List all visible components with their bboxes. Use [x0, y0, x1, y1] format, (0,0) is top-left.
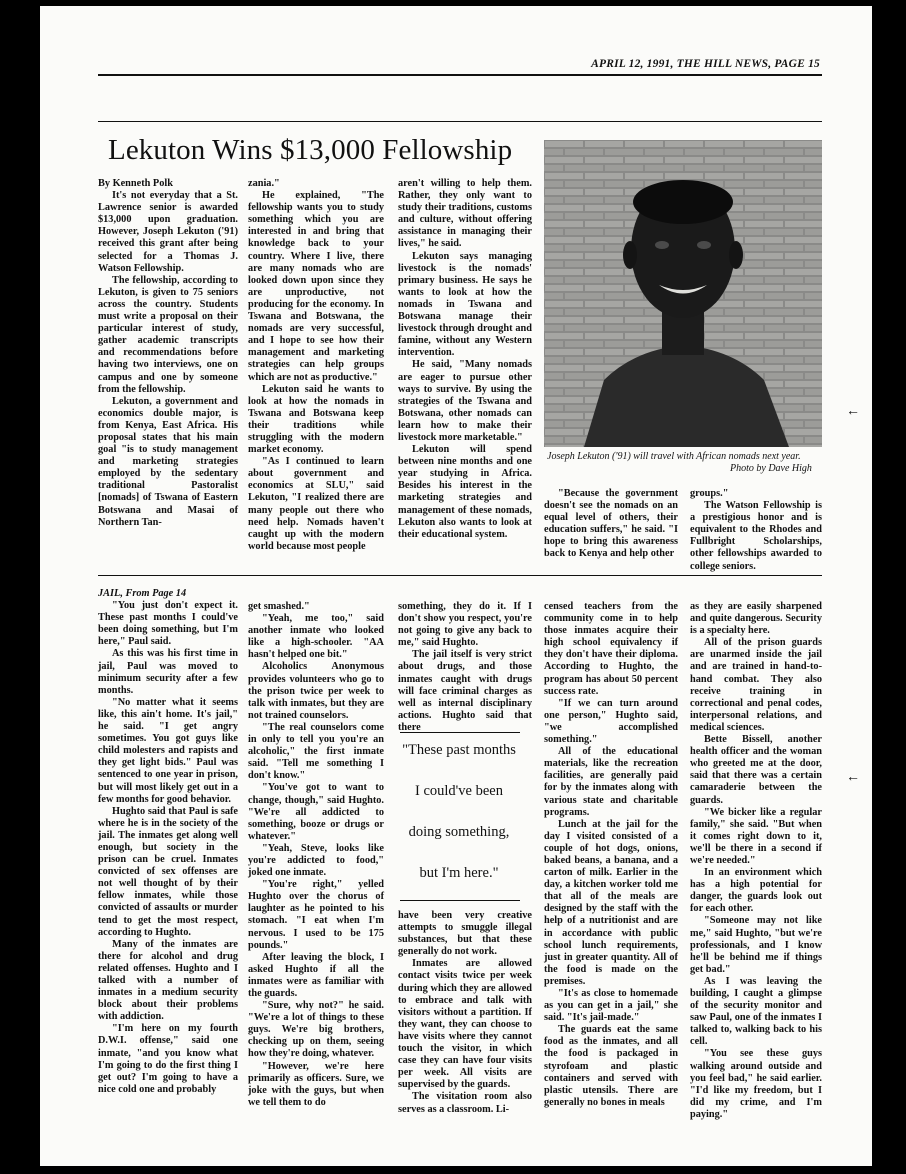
pull-quote-rule-bottom: [400, 900, 520, 901]
paragraph: It's not everyday that a St. Lawrence senior is awarded $13,000 upon graduation. However, Joseph Lekuton ('91) received this grant after being selected for a Thomas J. Watson Fellowship.: [98, 190, 238, 274]
story2-column-4: [544, 601, 678, 1109]
paragraph: The fellowship, according to Lekuton, is given to 75 seniors across the country. Students must write a proposal on their particular interest of study, gather academic transcripts and recommendations before having two interviews, one on campus and one by someone from the fellowship.: [98, 274, 238, 395]
paragraph: "The real counselors come in only to tell you you're an alcoholic," the first inmate said. "Tell me something I don't know.": [248, 721, 384, 782]
story2-column-1: [98, 588, 238, 1096]
jump-head: JAIL, From Page 14: [98, 588, 187, 599]
paragraph: "We bicker like a regular family," she said. "But when it comes right down to it, we'll be there in a second if we're needed.": [690, 806, 822, 866]
paragraph: As I was leaving the building, I caught a glimpse of the security monitor and saw Paul, one of the inmates I talked to, walking back to his cell.: [690, 975, 822, 1048]
paragraph: The jail itself is very strict about drugs, and those inmates caught with drugs will face criminal charges as well as internal disciplinary actions. Hughto said that there: [398, 649, 532, 733]
story-divider: [98, 575, 822, 576]
paragraph: "You just don't expect it. These past months I could've been doing something, but I'm here," Paul said.: [98, 600, 238, 648]
paragraph: Lekuton, a government and economics double major, is from Kenya, East Africa. His proposal states that his main goal "is to study management and marketing strategies employed by the sedentary traditional Pastoralist [nomads] of Tswana of Eastern Botswana and Masai of Northern Tan-: [98, 395, 238, 528]
headline: Lekuton Wins $13,000 Fellowship: [108, 134, 513, 166]
paragraph: Hughto said that Paul is safe where he is in the society of the jail. The inmates get along well enough, but society in the prison can be cruel. Inmates convicted of sex offenses are not well thought of by their fellow inmates, while those convicted of assaults or murder tend to get the most respect, according to Hughto.: [98, 805, 238, 938]
paragraph: All of the educational materials, like the recreation facilities, are generally paid for by the inmates along with various state and charitable programs.: [544, 746, 678, 818]
paragraph: "As I continued to learn about government and economics at SLU," said Lekuton, "I realized there are many people out there who need help. Nomads haven't caught up with the modern world because most people: [248, 456, 384, 552]
paragraph: "You've got to want to change, though," said Hughto. "We're all addicted to something, booze or drugs or whatever.": [248, 782, 384, 842]
paragraph: zania.": [248, 178, 280, 189]
header-rule: [98, 74, 822, 76]
paragraph: The guards eat the same food as the inmates, and all the food is packaged in styrofoam and plastic containers and served with plastic utensils. There are generally no bones in meals: [544, 1024, 678, 1108]
story1-column-1: [98, 178, 238, 529]
pull-quote-line: but I'm here.": [419, 865, 499, 881]
margin-arrow-icon: ←: [846, 770, 860, 785]
pull-quote-line: I could've been: [415, 783, 503, 799]
margin-arrow-icon: ←: [846, 404, 860, 419]
paragraph: Lekuton said he wants to look at how the nomads in Tswana and Botswana keep their traditions while struggling with the modern market economy.: [248, 383, 384, 456]
story2-column-3-top: [398, 601, 532, 734]
story1-column-5: [690, 488, 822, 573]
paragraph: "No matter what it seems like, this ain't home. It's jail," he said. "I get angry sometimes. You got guys like child molesters and rapists and they get light bids." Paul was sentenced to one year in prison, but will most likely get out in a few months for good behavior.: [98, 696, 238, 805]
byline: By Kenneth Polk: [98, 178, 173, 189]
pull-quote-line: doing something,: [408, 824, 510, 840]
section-rule: [98, 121, 822, 122]
paragraph: The visitation room also serves as a classroom. Li-: [398, 1091, 532, 1115]
paragraph: "It's as close to homemade as you can get in a jail," she said. "It's jail-made.": [544, 988, 678, 1024]
paragraph: Bette Bissell, another health officer and the woman who greeted me at the door, said that there was a certain camaraderie between the guards.: [690, 734, 822, 806]
paragraph: All of the prison guards are unarmed inside the jail and are trained in hand-to-hand combat. They also receive training in correctional and penal codes, interpersonal relations, and medical sciences.: [690, 637, 822, 733]
paragraph: Alcoholics Anonymous provides volunteers who go to the prison twice per week to talk with inmates, but they are not trained counselors.: [248, 661, 384, 721]
paragraph: as they are easily sharpened and quite dangerous. Security is a specialty here.: [690, 601, 822, 637]
paragraph: As this was his first time in jail, Paul was moved to minimum security after a few months.: [98, 648, 238, 696]
paragraph: "You see these guys walking around outside and you feel bad," he said earlier. "I'd like my freedom, but I did my crime, and I'm paying.": [690, 1048, 822, 1120]
story1-column-2: [248, 178, 384, 553]
page-header: APRIL 12, 1991, THE HILL NEWS, PAGE 15: [591, 58, 820, 70]
scan-border-top: [0, 0, 906, 6]
paragraph: "Yeah, me too," said another inmate who looked like a high-schooler. "AA hasn't helped one bit.": [248, 613, 384, 661]
paragraph: In an environment which has a high potential for danger, the guards look out for each other.: [690, 867, 822, 915]
photo-caption: Joseph Lekuton ('91) will travel with African nomads next year.: [547, 451, 801, 462]
paragraph: "Yeah, Steve, looks like you're addicted to food," joked one inmate.: [248, 842, 384, 879]
paragraph: "However, we're here primarily as officers. Sure, we joke with the guys, but when we tell them to do: [248, 1060, 384, 1108]
paragraph: "Someone may not like me," said Hughto, "but we're professionals, and I know he'll be behind me if things get bad.": [690, 915, 822, 975]
paragraph: Lunch at the jail for the day I visited consisted of a couple of hot dogs, onions, baked beans, a banana, and a carton of milk. Earlier in the day, a kitchen worker told me that all of the meals are designed by the staff with the help of a nutritionist and are in accordance with public school lunch requirements, just in greater quantity. All of the food is made on the premises.: [544, 818, 678, 987]
paragraph: "Sure, why not?" he said. "We're a lot of things to these guys. We're big brothers, checking up on them, seeing how they're doing, whatever.: [248, 1000, 384, 1060]
pull-quote-rule-top: [400, 732, 520, 733]
paragraph: He said, "Many nomads are eager to pursue other ways to survive. By using the strategies of the Tswana and Botswana, other nomads can learn how to make their livestock more marketable.": [398, 359, 532, 443]
paragraph: The Watson Fellowship is a prestigious honor and is equivalent to the Rhodes and Fullbright Scholarships, other fellowships awarded to college seniors.: [690, 500, 822, 572]
portrait-photo: [544, 140, 822, 447]
paragraph: "If we can turn around one person," Hughto said, "we accomplished something.": [544, 697, 678, 746]
paragraph: He explained, "The fellowship wants you to study something which you are interested in and bring that knowledge back to your country. Where I live, there are many nomads who are looked down upon since they are unproductive, not producing for the economy. In Tswana and Botswana, the nomads are very successful, and I hope to see how their management and marketing strategies can help groups which are not as productive.": [248, 190, 384, 383]
paragraph: have been very creative attempts to smuggle illegal substances, but that these generally do not work.: [398, 910, 532, 958]
paragraph: "Because the government doesn't see the nomads on an equal level of others, their education suffers," he said. "I hope to bring this awareness back to Kenya and help other: [544, 488, 678, 560]
scan-border-left: [0, 0, 40, 1174]
paragraph: Many of the inmates are there for alcohol and drug related offenses. Hughto and I talked with a number of inmates in a medium security block about their problems with addiction.: [98, 938, 238, 1023]
paragraph: After leaving the block, I asked Hughto if all the inmates were as familiar with the guards.: [248, 951, 384, 999]
story2-column-2: [248, 601, 384, 1109]
paragraph: groups.": [690, 488, 729, 499]
paragraph: Lekuton will spend between nine months and one year studying in Africa. Besides his interest in the marketing strategies and management of these nomads, Lekuton also wants to look at their educational system.: [398, 444, 532, 540]
paragraph: "You're right," yelled Hughto over the chorus of laughter as he pointed to his stomach. "I eat when I'm nervous. I used to be 175 pounds.": [248, 879, 384, 951]
pull-quote: [388, 742, 530, 906]
paragraph: censed teachers from the community come in to help those inmates acquire their high school equivalency if they don't have their diploma. According to Hughto, the program has about 50 percent success rate.: [544, 601, 678, 697]
story1-column-4: [544, 488, 678, 561]
story2-column-3-bottom: [398, 910, 532, 1116]
story1-column-3: [398, 178, 532, 541]
portrait-image: [544, 140, 822, 447]
paragraph: Lekuton says managing livestock is the nomads' primary business. He says he wants to look at how the nomads in Tswana and Botswana manage their livestock through drought and famine, without any Western intervention.: [398, 250, 532, 359]
paragraph: "I'm here on my fourth D.W.I. offense," said one inmate, "and you know what I'm going to do the first thing I get out? I'm going to have a nice cold one and probably: [98, 1023, 238, 1095]
paragraph: something, they do it. If I don't show you respect, you're not going to give any back to me," said Hughto.: [398, 601, 532, 649]
scan-border-bottom: [0, 1166, 906, 1174]
paragraph: Inmates are allowed contact visits twice per week during which they are allowed to embrace and talk with visitors without a partition. If they want, they can choose to have visits where they cannot touch the visitor, in which case they can have four visits per week. All visits are supervised by the guards.: [398, 958, 532, 1091]
story2-column-5: [690, 601, 822, 1121]
scan-border-right: [872, 0, 906, 1174]
photo-credit: Photo by Dave High: [730, 463, 812, 474]
pull-quote-line: "These past months: [402, 742, 516, 758]
paragraph: get smashed.": [248, 601, 310, 612]
paragraph: aren't willing to help them. Rather, they only want to study their traditions, customs and culture, without offering assistance in managing their lives," he said.: [398, 178, 532, 250]
